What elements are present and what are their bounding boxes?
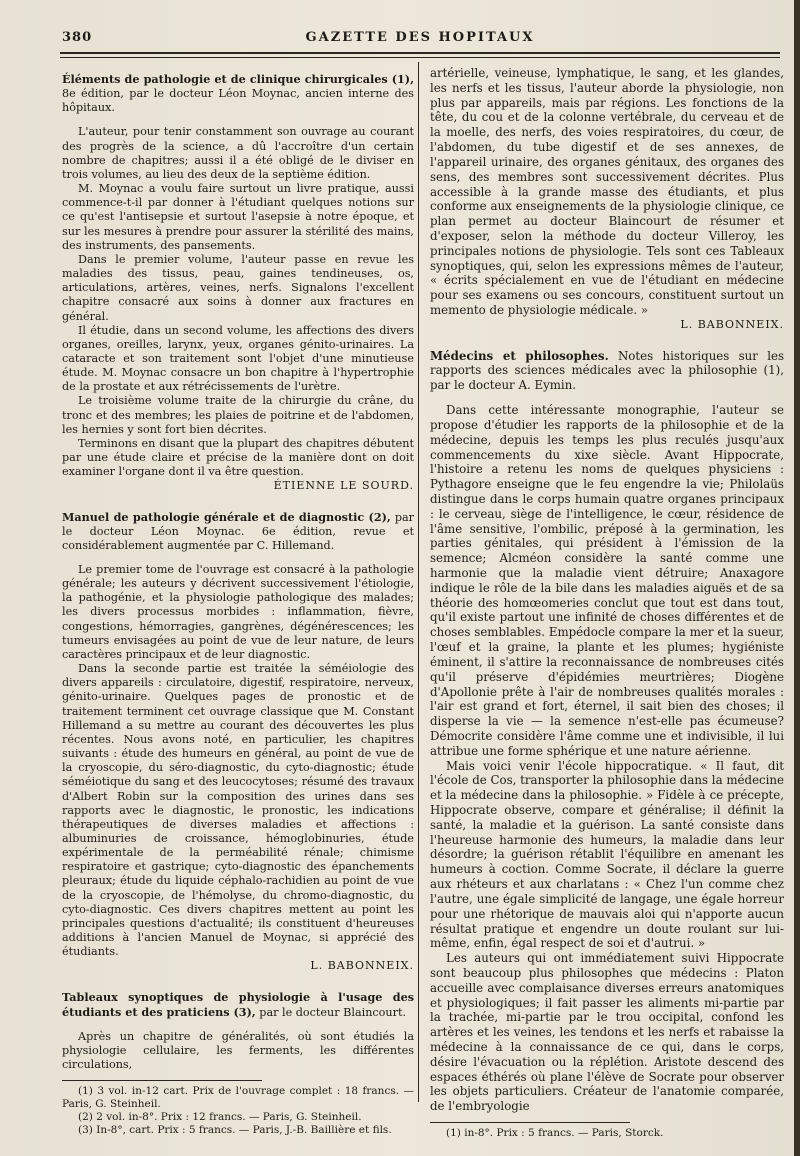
right-column	[430, 66, 784, 1140]
header-rule-thin	[60, 57, 780, 58]
review-heading: Tableaux synoptiques de physiologie à l'usage des étudiants et des praticiens (3),	[62, 989, 414, 1019]
review-title	[62, 510, 414, 553]
paragraph: Dans cette intéressante monographie, l'auteur se propose d'étudier les rapports de la philosophie et de la médecine, depuis les temps les plus reculés jusqu'aux commencements du xixe siècle. Avant Hippocrate, l'histoire a retenu les noms de quelques physiciens : Pythagore enseigne que le feu engendre la vie; Philolaüs distingue dans le corps humain quatre organes principaux : le cerveau, siège de l'intelligence, le cœur, résidence de l'âme sensitive, l'ombilic, préposé à la germination, les parties génitales, qui président à l'émission de la semence; Alcméon considère la santé comme une harmonie que la maladie vient détruire; Anaxagore indique le rôle de la bile dans les maladies aiguës et de sa théorie des homœomeries conclut que tout est dans tout, qu'il existe partout une infinité de choses différentes et de choses semblables. Empédocle compare la mer et la sueur, l'œuf et la graine, la plante et les plumes; hygiéniste éminent, il s'attire la reconnaissance de nombreuses cités qu'il préserve d'épidémies meurtrières; Diogène d'Apollonie prête à l'air de nombreuses qualités morales : l'air est grand et fort, éternel, il sait bien des choses; il disperse la vie — la semence n'est-elle pas écumeuse? Démocrite considère l'âme comme une et indivisible, il lui attribue une forme sphérique et une nature aérienne.	[430, 403, 784, 758]
review-heading: Manuel de pathologie générale et de diagnostic (2),	[62, 509, 391, 524]
journal-title: GAZETTE DES HOPITAUX	[305, 30, 535, 45]
review-heading: Éléments de pathologie et de clinique chirurgicales (1),	[62, 72, 414, 86]
paragraph: Il étudie, dans un second volume, les affections des divers organes, oreilles, larynx, yeux, organes génito-urinaires. La cataracte et son traitement sont l'objet d'une minutieuse étude. M. Moynac consacre un bon chapitre à l'hypertrophie de la prostate et aux rétrécissements de l'urètre.	[62, 323, 414, 394]
footnote: (1) 3 vol. in-12 cart. Prix de l'ouvrage complet : 18 francs. — Paris, G. Steinheil.	[62, 1085, 414, 1111]
review-title	[430, 349, 784, 393]
footnote: (2) 2 vol. in-8°. Prix : 12 francs. — Paris, G. Steinheil.	[78, 1111, 362, 1124]
footnote: (1) in-8°. Prix : 5 francs. — Paris, Storck.	[446, 1127, 664, 1140]
footnote: (3) In-8°, cart. Prix : 5 francs. — Paris, J.-B. Baillière et fils.	[78, 1124, 392, 1137]
paragraph: Dans le premier volume, l'auteur passe en revue les maladies des tissus, peau, gaines tendineuses, os, articulations, artères, veines, nerfs. Signalons l'excellent chapitre consacré aux soins à donner aux fractures en général.	[62, 252, 414, 323]
paragraph: M. Moynac a voulu faire surtout un livre pratique, aussi commence-t-il par donner à l'étudiant quelques notions sur ce qu'est l'antisepsie et surtout l'asepsie à notre époque, et sur les mesures à prendre pour assurer la stérilité des mains, des instruments, des pansements.	[62, 182, 414, 252]
header-rule	[60, 52, 780, 54]
review-title	[62, 72, 414, 115]
paragraph: Les auteurs qui ont immédiatement suivi Hippocrate sont beaucoup plus philosophes que médecins : Platon accueille avec complaisance diverses erreurs anatomiques et physiologiques; il fait passer les aliments mi-partie par la trachée, mi-partie par le trou occipital, confond les artères et les veines, les tendons et les nerfs et rabaisse la médecine à la connaissance de ce qui, dans le corps, désire l'évacuation ou la réplétion. Aristote descend des espaces éthérés où plane l'élève de Socrate pour observer les objets particuliers. Créateur de l'anatomie comparée, de l'embryologie	[430, 951, 784, 1114]
reviewer-signature: L. BABONNEIX.	[680, 317, 784, 331]
review-title	[62, 990, 414, 1020]
paragraph: Le premier tome de l'ouvrage est consacré à la pathologie générale; les auteurs y décrivent successivement l'étiologie, la pathogénie, et la physiologie pathologique des malades; les divers processus morbides : inflammation, fièvre, congestions, hémorragies, gangrènes, dégénérescences; les tumeurs envisagées au point de vue de leur nature, de leurs caractères principaux et de leur diagnostic.	[62, 563, 414, 661]
review-heading-rest: par le docteur Léon Moynac. 6e édition, revue et considérablement augmentée par C. Hillemand.	[62, 510, 414, 552]
paragraph: Terminons en disant que la plupart des chapitres débutent par une étude claire et précise de la manière dont on doit examiner l'organe dont il va être question.	[62, 436, 414, 479]
column-divider	[418, 62, 419, 1102]
review-moynac-chirurgie	[62, 72, 414, 494]
review-moynac-pathologie	[62, 510, 414, 974]
paragraph: artérielle, veineuse, lymphatique, le sang, et les glandes, les nerfs et les tissus, l'auteur aborde la physiologie, non plus par appareils, mais par régions. Les fonctions de la tête, du cou et de la colonne vertébrale, du cerveau et de la moelle, des nerfs, des voies respiratoires, du cœur, de l'abdomen, du tube digestif et de ses annexes, de l'appareil urinaire, des organes génitaux, des organes des sens, des membres sont successivement décrites. Plus accessible à la grande masse des étudiants, et plus conforme aux enseignements de la physiologie clinique, ce plan permet au docteur Blaincourt de résumer et d'exposer, selon la méthode du docteur Villeroy, les principales notions de physiologie. Tels sont ces Tableaux synoptiques, qui, selon les expressions mêmes de l'auteur, « écrits spécialement en vue de l'étudiant en médecine pour ses examens ou ses concours, constituent surtout un memento de physiologie médicale. »	[430, 66, 784, 317]
paragraph: Mais voici venir l'école hippocratique. « Il faut, dit l'école de Cos, transporter la philosophie dans la médecine et la médecine dans la philosophie. » Fidèle à ce précepte, Hippocrate observe, compare et généralise; il définit la santé, la maladie et la guérison. La santé consiste dans l'heureuse harmonie des humeurs, la maladie dans leur désordre; la guérison rétablit l'équilibre en amenant les humeurs à coction. Comme Socrate, il déclare la guerre aux rhéteurs et aux charlatans : « Chez l'un comme chez l'autre, une égale simplicité de langage, une égale horreur pour une rhétorique de mauvais aloi qui n'apporte aucun résultat pratique et engendre un doute roulant sur lui-même, enfin, égal respect de soi et d'autrui. »	[430, 758, 785, 951]
footnote-rule	[430, 1122, 630, 1123]
paragraph: Dans la seconde partie est traitée la séméiologie des divers appareils : circulatoire, digestif, respiratoire, nerveux, génito-urinaire. Quelques pages de pronostic et de traitement terminent cet ouvrage classique que M. Constant Hillemand a su mettre au courant des découvertes les plus récentes. Nous avons noté, en particulier, les chapitres suivants : étude des humeurs en général, au point de vue de la cryoscopie, du séro-diagnostic, du cyto-diagnostic; étude séméiotique du sang et des leucocytoses; résumé des travaux d'Albert Robin sur la composition des urines dans ses rapports avec le diagnostic, le pronostic, les indications thérapeutiques de diverses maladies et affections : albuminuries de croissance, hémoglobinuries, étude expérimentale de la perméabilité rénale; chimisme respiratoire et gastrique; cyto-diagnostic des épanchements pleuraux; étude du liquide céphalo-rachidien au point de vue de la cryoscopie, de l'hémolyse, du chromo-diagnostic, du cyto-diagnostic. Ces divers chapitres mettent au point les principales questions d'actualité; ils constituent d'heureuses additions à l'ancien Manuel de Moynac, si apprécié des étudiants.	[62, 662, 414, 959]
review-blaincourt	[62, 990, 414, 1073]
page-edge	[794, 0, 800, 1156]
review-heading-rest: 8e édition, par le docteur Léon Moynac, ancien interne des hôpitaux.	[62, 87, 414, 115]
review-heading: Médecins et philosophes.	[430, 348, 609, 363]
review-heading-rest: Notes historiques sur les rapports des sciences médicales avec la philosophie (1), par le docteur A. Eymin.	[430, 348, 784, 393]
paragraph: L'auteur, pour tenir constamment son ouvrage au courant des progrès de la science, a dû l'accroître d'un certain nombre de chapitres; aussi il a été obligé de le diviser en trois volumes, au lieu des deux de la septième édition.	[62, 125, 414, 181]
paragraph: Après un chapitre de généralités, où sont étudiés la physiologie cellulaire, les ferments, les différentes circulations,	[62, 1029, 414, 1072]
reviewer-signature: L. BABONNEIX.	[310, 959, 414, 973]
page-header	[60, 26, 780, 50]
reviewer-signature: ÉTIENNE LE SOURD.	[273, 479, 414, 493]
paragraph: Le troisième volume traite de la chirurgie du crâne, du tronc et des membres; les plaies de poitrine et de l'abdomen, les hernies y sont fort bien décrites.	[62, 394, 414, 436]
review-heading-rest: par le docteur Blaincourt.	[259, 1005, 407, 1019]
footnote-rule	[62, 1080, 262, 1081]
review-eymin	[430, 349, 784, 1114]
left-column	[62, 66, 414, 1137]
page-number: 380	[62, 30, 93, 45]
